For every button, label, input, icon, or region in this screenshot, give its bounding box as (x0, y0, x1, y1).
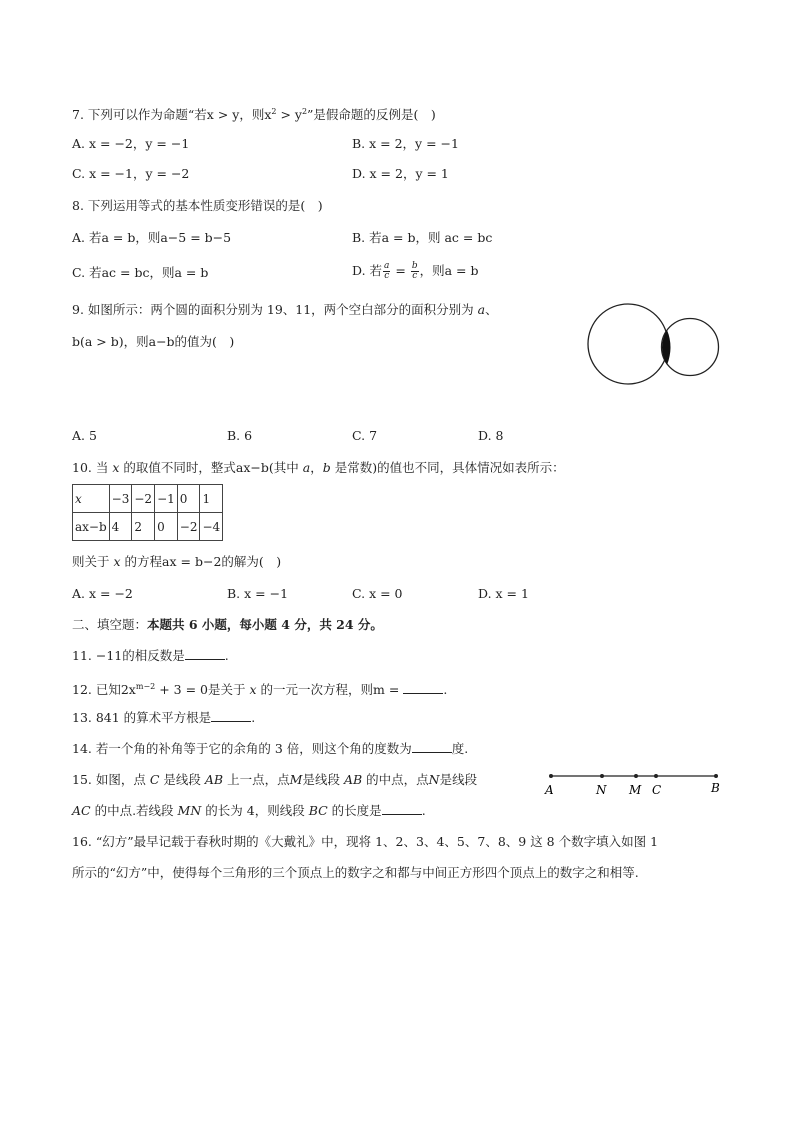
label-n: N (596, 783, 607, 797)
q9-option-b: B. 6 (227, 428, 253, 443)
q9-option-a: A. 5 (72, 428, 97, 443)
point-b (714, 774, 718, 778)
table-cell: −4 (200, 513, 223, 541)
q9-option-d: D. 8 (478, 428, 504, 443)
label-a: A (545, 783, 554, 797)
overlap-region (662, 330, 671, 365)
table-row (73, 513, 223, 541)
label-b: B (711, 781, 720, 795)
table-cell: 1 (200, 485, 223, 513)
q15-stem-line1: 15. 如图，点 C 是线段 AB 上一点，点M是线段 AB 的中点，点N是线段 (72, 772, 478, 787)
table-cell: −2 (132, 485, 155, 513)
table-cell: 0 (177, 485, 200, 513)
q8-option-d: D. 若 $\frac{a}{c}$ = $\frac{b}{c}$ ，则a = b (352, 261, 479, 281)
large-circle (588, 304, 668, 384)
q7-stem: 7. 下列可以作为命题“若x > y，则$x^2 > y^2$”是假命题的反例是( ) (72, 107, 436, 123)
fraction-a-over-c: $\frac{a}{c}$ (384, 261, 390, 281)
point-c (654, 774, 658, 778)
two-circles-figure (580, 295, 730, 391)
q11-stem: 11. −11的相反数是 . (72, 648, 229, 663)
table-cell: ax−b (73, 513, 110, 541)
q16-stem-line1: 16. “幻方”最早记载于春秋时期的《大戴礼》中，现将 1、2、3、4、5、7、8、9 这 8 个数字填入如图 1 (72, 834, 659, 849)
values-table (72, 484, 223, 541)
q9-stem-line1: 9. 如图所示：两个圆的面积分别为 19、11，两个空白部分的面积分别为 a、 (72, 302, 498, 317)
q8-stem: 8. 下列运用等式的基本性质变形错误的是( ) (72, 198, 323, 213)
q15-stem-line2: AC 的中点.若线段 MN 的长为 4，则线段 BC 的长度是 . (72, 803, 426, 818)
point-m (634, 774, 638, 778)
q7-option-b: B. x = 2，y = −1 (352, 136, 459, 151)
q8-option-b: B. 若a = b，则 ac = bc (352, 230, 493, 245)
q13-stem: 13. 841 的算术平方根是 . (72, 710, 256, 725)
table-cell: 4 (109, 513, 132, 541)
q10-stem: 10. 当 x 的取值不同时，整式ax−b(其中 a，b 是常数)的值也不同，具体情况如表所示： (72, 460, 565, 475)
table-cell: 2 (132, 513, 155, 541)
answer-blank (211, 710, 251, 722)
q16-stem-line2: 所示的“幻方”中，使得每个三角形的三个顶点上的数字之和都与中间正方形四个顶点上的数字之和相等. (72, 865, 639, 880)
label-c: C (652, 783, 662, 797)
table-cell: −1 (155, 485, 178, 513)
answer-blank (412, 741, 452, 753)
table-cell: 0 (155, 513, 178, 541)
table-cell: −2 (177, 513, 200, 541)
point-a (549, 774, 553, 778)
answer-blank (185, 648, 225, 660)
q12-stem: 12. 已知$2x^{m-2} + 3 = 0$是关于 x 的一元一次方程，则m = . (72, 682, 448, 698)
point-n (600, 774, 604, 778)
q14-stem: 14. 若一个角的补角等于它的余角的 3 倍，则这个角的度数为 度. (72, 741, 469, 756)
table-row (73, 485, 223, 513)
answer-blank (403, 682, 443, 694)
section-heading: 二、填空题：本题共 6 小题，每小题 4 分，共 24 分。 (72, 617, 383, 632)
table-cell: −3 (109, 485, 132, 513)
q7-option-c: C. x = −1，y = −2 (72, 166, 190, 181)
q7-option-a: A. x = −2，y = −1 (72, 136, 190, 151)
label-m: M (629, 783, 642, 797)
table-cell: x (73, 485, 110, 513)
fraction-b-over-c: $\frac{b}{c}$ (411, 261, 418, 281)
q10-option-c: C. x = 0 (352, 586, 403, 601)
q9-stem-line2: b(a > b)，则a−b的值为( ) (72, 334, 235, 349)
q8-option-a: A. 若a = b，则a−5 = b−5 (72, 230, 232, 245)
q10-option-d: D. x = 1 (478, 586, 529, 601)
q8-option-c: C. 若ac = bc，则a = b (72, 265, 209, 280)
segment-figure (540, 768, 730, 800)
q9-option-c: C. 7 (352, 428, 378, 443)
q10-question: 则关于 x 的方程ax = b−2的解为( ) (72, 554, 282, 569)
q10-option-b: B. x = −1 (227, 586, 289, 601)
q10-option-a: A. x = −2 (72, 586, 133, 601)
answer-blank (382, 803, 422, 815)
q7-option-d: D. x = 2，y = 1 (352, 166, 449, 181)
